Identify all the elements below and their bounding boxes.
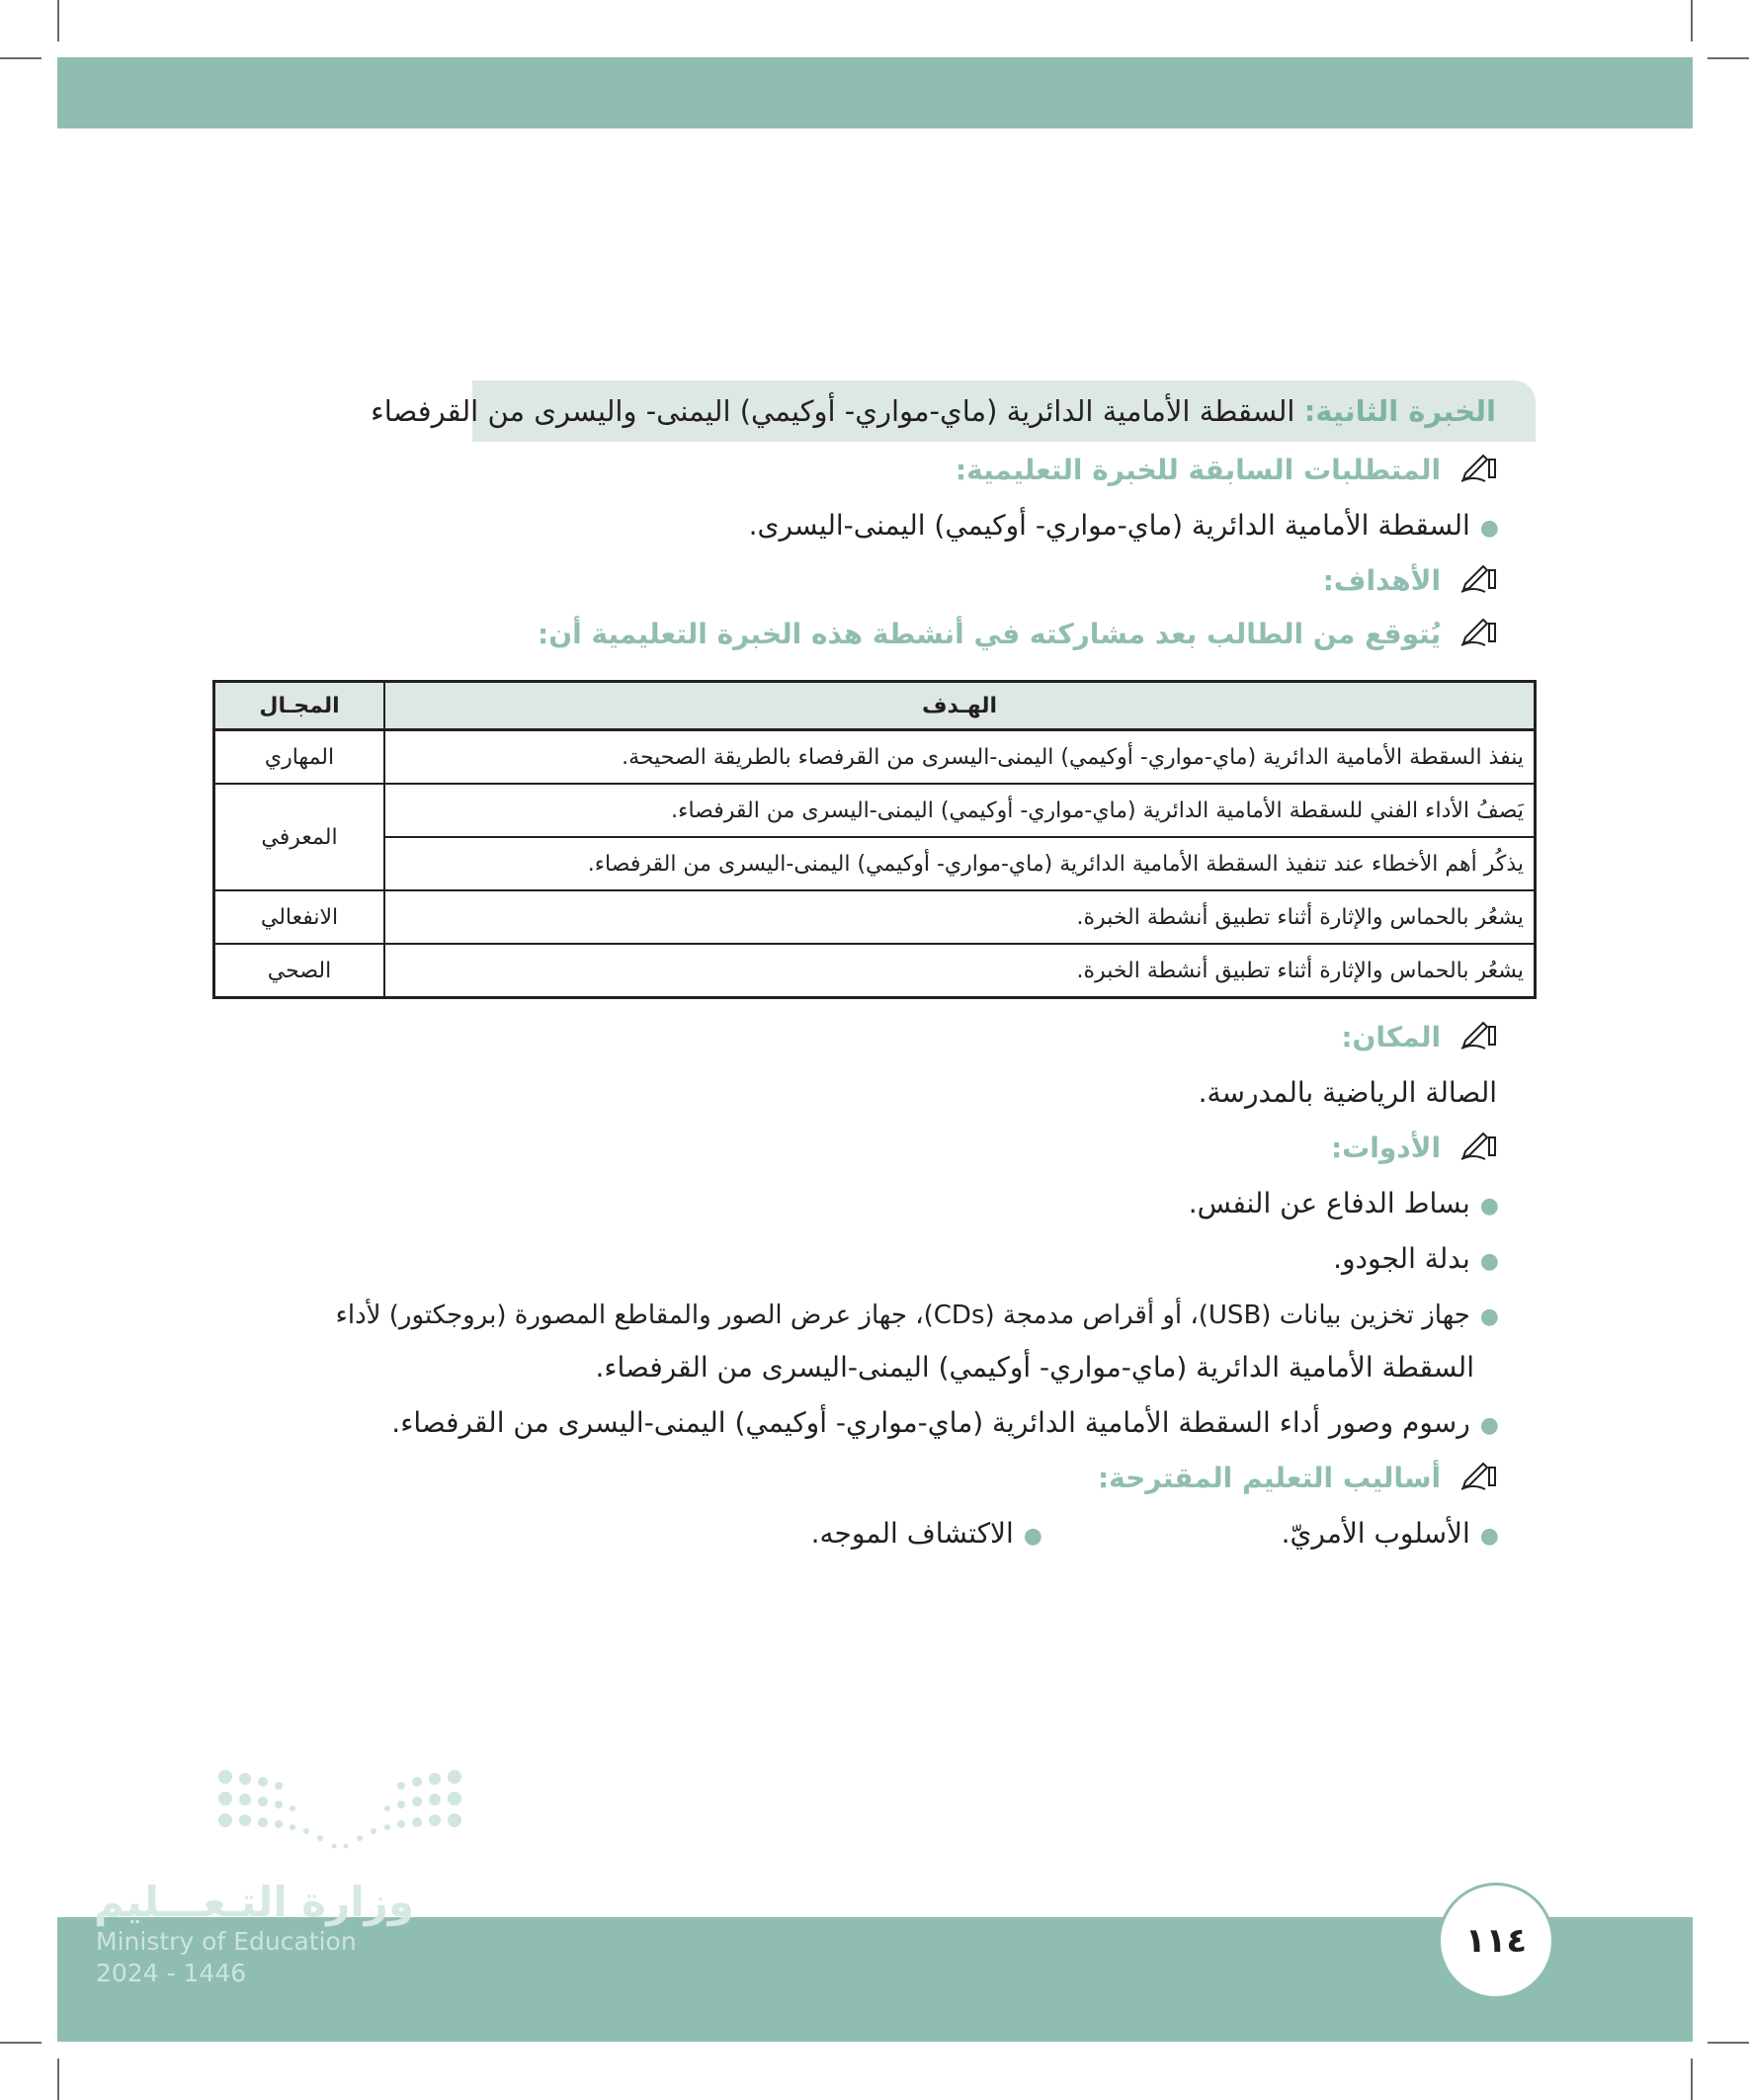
- methods-heading-line: [1098, 1459, 1499, 1498]
- objectives-heading-line: [1323, 561, 1499, 601]
- page-number: ١١٤: [1438, 1883, 1554, 1999]
- goal-cell: يشعُر بالحماس والإثارة أثناء تطبيق أنشطة الخبرة.: [384, 944, 1536, 998]
- tools-heading-line: [1331, 1129, 1499, 1168]
- objectives-intro: يُتوقع من الطالب بعد مشاركته في أنشطة هذه الخبرة التعليمية أن:: [538, 618, 1442, 650]
- list-item-continuation: السقطة الأمامية الدائرية (ماي-مواري- أوكيمي) اليمنى-اليسرى من القرفصاء.: [595, 1351, 1474, 1384]
- pen-icon: [1459, 1462, 1499, 1491]
- bullet-icon: ●: [1479, 1524, 1499, 1549]
- pen-icon: [1459, 1021, 1499, 1050]
- pen-icon: [1459, 618, 1499, 647]
- list-item: ●السقطة الأمامية الدائرية (ماي-مواري- أوكيمي) اليمنى-اليسرى.: [748, 509, 1499, 542]
- section-title: [371, 391, 1496, 431]
- goal-cell: يَصفُ الأداء الفني للسقطة الأمامية الدائرية (ماي-مواري- أوكيمي) اليمنى-اليسرى من القرفصاء.: [384, 784, 1536, 837]
- header-band: [57, 57, 1693, 128]
- domain-cell: الصحي: [214, 944, 385, 998]
- table-row: [214, 890, 1536, 944]
- place-heading-line: [1341, 1018, 1499, 1057]
- objectives-heading: الأهداف:: [1322, 564, 1442, 597]
- goals-table: [212, 680, 1537, 999]
- domain-cell: الانفعالي: [214, 890, 385, 944]
- pen-icon: [1459, 1132, 1499, 1161]
- domain-cell: المهاري: [214, 730, 385, 785]
- logo-year-text: 2024 - 1446: [96, 1959, 247, 1987]
- crop-mark: [57, 0, 59, 42]
- bullet-icon: ●: [1479, 1194, 1499, 1218]
- ministry-logo: [94, 1769, 414, 1996]
- list-item: ●رسوم وصور أداء السقطة الأمامية الدائرية (ماي-مواري- أوكيمي) اليمنى-اليسرى من القرفصاء.: [391, 1406, 1499, 1439]
- column-header-domain: المجـال: [214, 682, 385, 730]
- crop-mark: [1691, 0, 1693, 42]
- bullet-icon: ●: [1023, 1524, 1042, 1549]
- table-header-row: [214, 682, 1536, 730]
- section-title-label: الخبرة الثانية:: [1303, 394, 1496, 428]
- table-row: [214, 730, 1536, 785]
- prerequisites-heading: المتطلبات السابقة للخبرة التعليمية:: [955, 454, 1442, 486]
- logo-arabic-text: وزارة التـعـــليم: [94, 1878, 414, 1926]
- table-row: [214, 837, 1536, 890]
- goal-cell: يذكُر أهم الأخطاء عند تنفيذ السقطة الأمامية الدائرية (ماي-مواري- أوكيمي) اليمنى-اليسرى من القرفصاء.: [384, 837, 1536, 890]
- objectives-intro-line: [538, 615, 1499, 654]
- bullet-icon: ●: [1479, 1249, 1499, 1274]
- bullet-icon: ●: [1479, 1304, 1499, 1329]
- column-header-goal: الهـدف: [384, 682, 1536, 730]
- methods-heading: أساليب التعليم المقترحة:: [1097, 1462, 1442, 1494]
- goal-cell: يشعُر بالحماس والإثارة أثناء تطبيق أنشطة الخبرة.: [384, 890, 1536, 944]
- crop-mark: [1691, 2058, 1693, 2100]
- list-item: ●جهاز تخزين بيانات (USB)، أو أقراص مدمجة (CDs)، جهاز عرض الصور والمقاطع المصورة (بروجكتور) لأداء: [335, 1301, 1499, 1330]
- pen-icon: [1459, 454, 1499, 483]
- bullet-icon: ●: [1479, 516, 1499, 541]
- crop-mark: [1707, 2042, 1749, 2044]
- crop-mark: [0, 57, 42, 59]
- list-item: ●بدلة الجودو.: [1333, 1242, 1499, 1275]
- place-text: الصالة الرياضية بالمدرسة.: [1198, 1076, 1497, 1109]
- list-item: ●بساط الدفاع عن النفس.: [1188, 1187, 1499, 1219]
- pen-icon: [1459, 564, 1499, 594]
- list-item: ●الاكتشاف الموجه.: [810, 1517, 1042, 1550]
- domain-cell: المعرفي: [214, 784, 385, 890]
- tools-heading: الأدوات:: [1330, 1132, 1442, 1164]
- crop-mark: [0, 2042, 42, 2044]
- crop-mark: [57, 2058, 59, 2100]
- prerequisites-heading-line: [956, 451, 1499, 490]
- bullet-icon: ●: [1479, 1413, 1499, 1438]
- crop-mark: [1707, 57, 1749, 59]
- table-row: [214, 944, 1536, 998]
- list-item: ●الأسلوب الأمريّ.: [1281, 1517, 1499, 1550]
- table-row: [214, 784, 1536, 837]
- goal-cell: ينفذ السقطة الأمامية الدائرية (ماي-مواري- أوكيمي) اليمنى-اليسرى من القرفصاء بالطريقة الصحيحة.: [384, 730, 1536, 785]
- place-heading: المكان:: [1341, 1021, 1442, 1053]
- section-title-text: السقطة الأمامية الدائرية (ماي-مواري- أوكيمي) اليمنى- واليسرى من القرفصاء: [371, 394, 1295, 428]
- logo-english-text: Ministry of Education: [96, 1927, 357, 1956]
- logo-dots-icon: [217, 1769, 573, 1868]
